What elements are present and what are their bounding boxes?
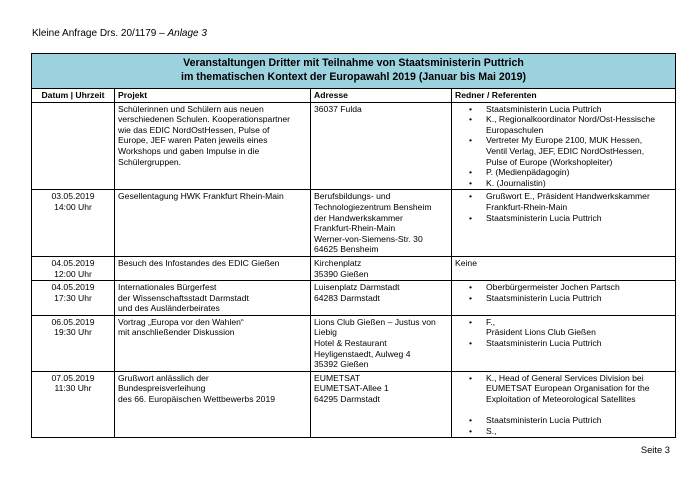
speaker-item	[455, 338, 672, 349]
bullet-icon: •	[469, 103, 473, 114]
project-line: Vortrag „Europa vor den Wahlen“	[118, 316, 244, 327]
address-line: Liebig	[314, 327, 337, 338]
document-header	[32, 28, 207, 39]
cell-project	[115, 102, 311, 190]
bullet-icon: •	[469, 372, 473, 383]
speaker-line: Exploitation of Meteorological Satellites	[486, 394, 636, 405]
bullet-icon: •	[469, 167, 473, 178]
cell-speakers	[452, 190, 676, 257]
event-date: 04.05.2019	[51, 282, 95, 293]
address-line: EUMETSAT-Allee 1	[314, 383, 389, 394]
event-time: 19:30 Uhr	[54, 327, 92, 338]
speaker-line: Oberbürgermeister Jochen Partsch	[486, 282, 620, 293]
table-row	[32, 281, 676, 316]
speaker-line: Grußwort E., Präsident Handwerkskammer	[486, 191, 650, 202]
project-line: des 66. Europäischen Wettbewerbs 2019	[118, 394, 276, 405]
project-line: Europe, JEF waren Paten jeweils eines	[118, 135, 268, 146]
table-row	[32, 190, 676, 257]
cell-date-time	[32, 256, 115, 280]
project-line: Schülerinnen und Schülern aus neuen	[118, 103, 264, 114]
project-line: Gesellentagung HWK Frankfurt Rhein-Main	[118, 191, 284, 202]
document-reference: Kleine Anfrage Drs. 20/1179 –	[32, 28, 168, 39]
speaker-line: Ventil Verlag, JEF, EDIC NordOstHessen,	[486, 145, 645, 156]
speaker-list	[455, 373, 672, 437]
speaker-line: K. (Journalistin)	[486, 177, 546, 188]
table-title-line-1: Veranstaltungen Dritter mit Teilnahme von Staatsministerin Puttrich	[183, 57, 524, 69]
address-line: Kirchenplatz	[314, 257, 362, 268]
speaker-line: Staatsministerin Lucia Puttrich	[486, 415, 602, 426]
address-line: Berufsbildungs- und	[314, 191, 391, 202]
speaker-list	[455, 282, 672, 303]
address-line: der Handwerkskammer	[314, 212, 403, 223]
table-title	[32, 54, 676, 89]
speaker-item	[455, 114, 672, 135]
speaker-item	[455, 213, 672, 224]
table-title-line-2: im thematischen Kontext der Europawahl 2019 (Januar bis Mai 2019)	[181, 70, 526, 83]
table-title-row	[32, 54, 676, 89]
cell-project	[115, 190, 311, 257]
address-line: Werner-von-Siemens-Str. 30	[314, 233, 423, 244]
address-line: 35390 Gießen	[314, 268, 369, 279]
cell-address	[311, 102, 452, 190]
speaker-item	[455, 317, 672, 338]
speaker-line: Vertreter My Europe 2100, MUK Hessen,	[486, 135, 643, 146]
speakers-text: Keine	[455, 257, 477, 268]
cell-project	[115, 256, 311, 280]
event-date: 06.05.2019	[51, 316, 95, 327]
speaker-list	[455, 191, 672, 223]
speaker-line: Europaschulen	[486, 124, 544, 135]
address-line: Heyligenstaedt, Aulweg 4	[314, 348, 411, 359]
cell-address	[311, 315, 452, 371]
column-header-speakers: Redner / Referenten	[452, 89, 676, 103]
cell-date-time	[32, 315, 115, 371]
cell-speakers	[452, 256, 676, 280]
bullet-icon: •	[469, 292, 473, 303]
cell-project	[115, 371, 311, 438]
events-table	[31, 53, 676, 438]
bullet-icon: •	[469, 177, 473, 188]
speaker-line: K., Head of General Services Division bei	[486, 372, 644, 383]
project-line: Schülergruppen.	[118, 156, 182, 167]
project-line: wie das EDIC NordOstHessen, Pulse of	[118, 124, 270, 135]
cell-address	[311, 190, 452, 257]
address-line: 35392 Gießen	[314, 359, 369, 370]
bullet-icon: •	[469, 135, 473, 146]
speaker-line: Staatsministerin Lucia Puttrich	[486, 292, 602, 303]
cell-project	[115, 315, 311, 371]
speaker-line: F.,	[486, 316, 496, 327]
speaker-item	[455, 373, 672, 405]
speaker-item	[455, 167, 672, 178]
project-line: Internationales Bürgerfest	[118, 282, 217, 293]
address-line: Technologiezentrum Bensheim	[314, 201, 432, 212]
bullet-icon: •	[469, 415, 473, 426]
address-line: 64295 Darmstadt	[314, 394, 380, 405]
project-line: verschiedenen Schulen. Kooperationspartner	[118, 114, 290, 125]
speaker-line: Staatsministerin Lucia Puttrich	[486, 338, 602, 349]
bullet-icon: •	[469, 191, 473, 202]
cell-date-time	[32, 371, 115, 438]
page-number: Seite 3	[640, 444, 670, 455]
cell-address	[311, 371, 452, 438]
bullet-icon: •	[469, 316, 473, 327]
speaker-line: Frankfurt-Rhein-Main	[486, 201, 568, 212]
column-header-row	[32, 89, 676, 103]
address-line: 36037 Fulda	[314, 103, 362, 114]
address-line: 64283 Darmstadt	[314, 292, 380, 303]
speaker-item	[455, 293, 672, 304]
speaker-item	[455, 178, 672, 189]
project-line: Besuch des Infostandes des EDIC Gießen	[118, 257, 280, 268]
cell-project	[115, 281, 311, 316]
bullet-icon: •	[469, 425, 473, 436]
table-row	[32, 371, 676, 438]
cell-speakers	[452, 281, 676, 316]
speaker-line: P. (Medienpädagogin)	[486, 167, 570, 178]
speaker-item	[455, 135, 672, 167]
event-time: 11:30 Uhr	[54, 383, 92, 394]
project-line: und des Ausländerbeirates	[118, 303, 220, 314]
event-time: 17:30 Uhr	[54, 292, 92, 303]
address-line: 64625 Bensheim	[314, 244, 379, 255]
cell-speakers	[452, 371, 676, 438]
address-line: Lions Club Gießen – Justus von	[314, 316, 436, 327]
project-line: der Wissenschaftsstadt Darmstadt	[118, 292, 249, 303]
speaker-line: Präsident Lions Club Gießen	[486, 327, 596, 338]
speaker-line: Staatsministerin Lucia Puttrich	[486, 212, 602, 223]
column-header-date: Datum | Uhrzeit	[32, 89, 115, 103]
cell-speakers	[452, 315, 676, 371]
bullet-icon: •	[469, 212, 473, 223]
cell-date-time	[32, 102, 115, 190]
event-date: 04.05.2019	[51, 257, 95, 268]
cell-speakers	[452, 102, 676, 190]
project-line: Bundespreisverleihung	[118, 383, 206, 394]
speaker-line: Pulse of Europe (Workshopleiter)	[486, 156, 613, 167]
cell-address	[311, 256, 452, 280]
speaker-line: K., Regionalkoordinator Nord/Ost-Hessische	[486, 114, 656, 125]
table-row	[32, 102, 676, 190]
speaker-item	[455, 282, 672, 293]
column-header-address: Adresse	[311, 89, 452, 103]
speaker-item	[455, 415, 672, 426]
speaker-item	[455, 191, 672, 212]
bullet-icon: •	[469, 282, 473, 293]
event-date: 07.05.2019	[51, 372, 95, 383]
cell-date-time	[32, 281, 115, 316]
cell-date-time	[32, 190, 115, 257]
address-line: EUMETSAT	[314, 372, 361, 383]
speaker-line: EUMETSAT European Organisation for the	[486, 383, 650, 394]
speaker-item	[455, 426, 672, 437]
list-spacer	[455, 405, 672, 416]
speaker-line: S.,	[486, 425, 497, 436]
address-line: Hotel & Restaurant	[314, 338, 387, 349]
column-header-project: Projekt	[115, 89, 311, 103]
speaker-list	[455, 104, 672, 189]
speaker-line: Staatsministerin Lucia Puttrich	[486, 103, 602, 114]
event-time: 14:00 Uhr	[54, 201, 92, 212]
address-line: Luisenplatz Darmstadt	[314, 282, 400, 293]
annex-label: Anlage 3	[167, 28, 207, 39]
cell-address	[311, 281, 452, 316]
project-line: mit anschließender Diskussion	[118, 327, 235, 338]
project-line: Grußwort anlässlich der	[118, 372, 209, 383]
table-row	[32, 256, 676, 280]
bullet-icon: •	[469, 338, 473, 349]
event-date: 03.05.2019	[51, 191, 95, 202]
bullet-icon: •	[469, 114, 473, 125]
speaker-list	[455, 317, 672, 349]
speaker-item	[455, 104, 672, 115]
project-line: Workshops und gaben Impulse in die	[118, 145, 260, 156]
address-line: Frankfurt-Rhein-Main	[314, 223, 396, 234]
table-row	[32, 315, 676, 371]
event-time: 12:00 Uhr	[54, 268, 92, 279]
